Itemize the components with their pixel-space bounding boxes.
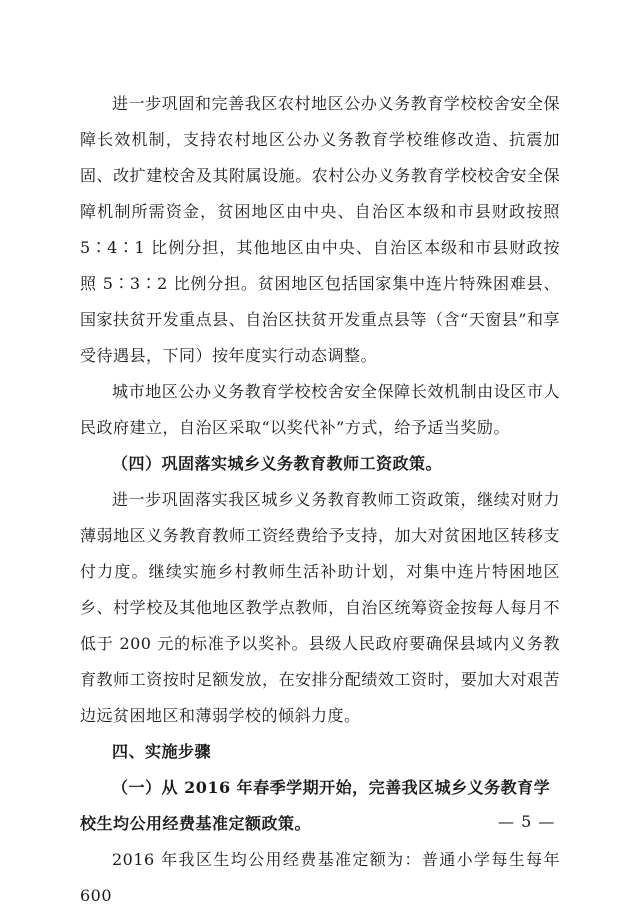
paragraph-rural-school-safety: 进一步巩固和完善我区农村地区公办义务教育学校校舍安全保障长效机制，支持农村地区公办义务教育学校维修改造、抗震加固、改扩建校舍及其附属设施。农村公办义务教育学校校舍安全保障机制所需资金，贫困地区由中央、自治区本级和市县财政按照 5∶4∶1 比例分担，其他地区由中央、自治区本级和市县财政按照 5∶3∶2 比例分担。贫困地区包括国家集中连片特殊困难县、国家扶贫开发重点县、自治区扶贫开发重点县等（含“天窗县”和享受待遇县，下同）按年度实行动态调整。 bbox=[80, 94, 560, 365]
paragraph-urban-school-safety: 城市地区公办义务教育学校校舍安全保障长效机制由设区市人民政府建立，自治区采取“以奖代补”方式，给予适当奖励。 bbox=[80, 382, 560, 437]
paragraph-teacher-salary: 进一步巩固落实我区城乡义务教育教师工资政策，继续对财力薄弱地区义务教育教师工资经费给予支持，加大对贫困地区转移支付力度。继续实施乡村教师生活补助计划，对集中连片特困地区乡、村学校及其他地区教学点教师，自治区统筹资金按每人每月不低于 200 元的标准予以奖补。县级人民政府要确保县域内义务教育教师工资按时足额发放，在安排分配绩效工资时，要加大对艰苦边远贫困地区和薄弱学校的倾斜力度。 bbox=[80, 490, 560, 725]
document-body bbox=[80, 86, 560, 914]
page-number: — 5 — bbox=[498, 812, 556, 831]
paragraph-funding-quota: 2016 年我区生均公用经费基准定额为：普通小学每生每年 600 bbox=[80, 850, 560, 905]
subsection-heading-public-funding: （一）从 2016 年春季学期开始，完善我区城乡义务教育学校生均公用经费基准定额政策。 bbox=[80, 778, 551, 833]
section-heading-implementation-steps: 四、实施步骤 bbox=[112, 742, 212, 761]
section-heading-teacher-salary: （四）巩固落实城乡义务教育教师工资政策。 bbox=[112, 454, 443, 473]
